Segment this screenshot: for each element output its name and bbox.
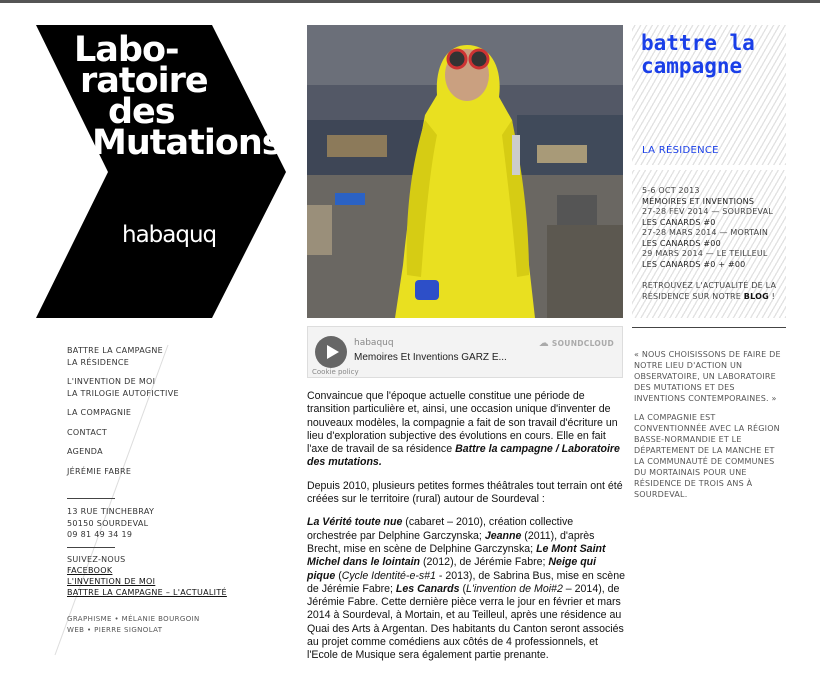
sidebar-quote: « NOUS CHOISISSONS DE FAIRE DE NOTRE LIEU D'ACTION UN OBSERVATOIRE, UN LABORATOIRE DES MUTATIONS ET DES INVENTIONS CONTEMPORAINES. » [634,350,781,403]
work-title: Le Mont Saint Michel dans le lointain [307,542,606,569]
address-phone: 09 81 49 34 19 [67,530,133,539]
nav-item-label: BATTRE LA CAMPAGNE [67,346,164,355]
work-title: Neige qui pique [307,556,597,582]
agenda-show-title: LES CANARDS #00 [642,238,721,248]
agenda-date: 5-6 OCT 2013 [642,186,700,195]
blog-notice-text: RETROUVEZ L'ACTUALITÉ DE LA RÉSIDENCE SUR NOTRE [642,281,777,301]
nav-item[interactable] [67,466,217,478]
logo-title-line: Labo- [74,30,179,70]
photo-illustration [307,25,623,318]
logo-subtitle: habaquq [122,222,217,248]
nav-item-label: LA RÉSIDENCE [67,357,130,367]
work-title: Les Canards [395,582,460,595]
history-paragraph: Depuis 2010, plusieurs petites formes théâtrales tout terrain ont été créées sur le territoire (rural) autour de Sourdeval : [307,479,623,506]
works-text: ( [459,582,466,595]
main-article [307,390,625,673]
player-track-title[interactable]: Memoires Et Inventions GARZ E... [354,352,507,363]
agenda-date: 27-28 MARS 2014 — MORTAIN [642,228,769,237]
agenda-show-title: LES CANARDS #0 + #00 [642,259,746,269]
nav-item-label: L'INVENTION DE MOI [67,377,156,386]
work-title: L'invention de Moi#2 [466,582,563,595]
logo-title-line: ratoire [80,61,208,101]
nav-item[interactable] [67,345,217,368]
soundcloud-label: SOUNDCLOUD [551,339,614,348]
work-title: La Vérité toute nue [307,516,403,529]
play-icon[interactable] [315,336,347,368]
follow-label: SUIVEZ-NOUS [67,555,126,564]
nav-divider [67,498,115,499]
nav-item-label: LA COMPAGNIE [67,408,132,417]
blog-notice [642,280,787,302]
battre-la-campagne-blog-link[interactable]: BATTRE LA CAMPAGNE – L'ACTUALITÉ [67,588,227,597]
nav-item[interactable] [67,376,217,399]
work-title: Cycle Identité-e-s#1 [341,569,436,582]
sidebar-title-line: battre la [641,31,755,55]
follow-links [67,554,227,598]
works-text: (cabaret – 2010), création collective orchestrée par Delphine Garczynska; [307,516,574,542]
main-nav [67,345,217,485]
soundcloud-logo[interactable] [539,338,614,349]
nav-item[interactable] [67,427,217,439]
contact-address [67,506,154,541]
blog-link[interactable]: BLOG [743,292,769,301]
nav-item[interactable] [67,407,217,419]
logo-title-line: Mutations [92,123,282,163]
agenda-dates [642,186,773,270]
agenda-show-title: LES CANARDS #0 [642,217,716,227]
address-divider [67,547,115,548]
logo-title-line: des [108,92,175,132]
blog-notice-end: ! [768,292,776,301]
nav-item[interactable] [67,446,217,458]
works-paragraph [307,516,625,662]
address-city: 50150 SOURDEVAL [67,518,149,528]
logo-title [74,30,282,163]
sidebar-quote-block [634,349,786,508]
works-text: ( [335,569,342,582]
agenda-show-title: MÉMOIRES ET INVENTIONS [642,196,755,206]
nav-item-label: AGENDA [67,447,103,456]
address-street: 13 RUE TINCHEBRAY [67,507,155,516]
credit-design: GRAPHISME • MÉLANIE BOURGOIN [67,615,200,623]
sidebar-title [641,32,791,78]
sidebar-about: LA COMPAGNIE EST CONVENTIONNÉE AVEC LA RÉGION BASSE-NORMANDIE ET LE DÉPARTEMENT DE LA MANCHE ET LA COMMUNAUTÉ DE COMMUNES DU MORTAINAIS POUR UNE RÉSIDENCE DE TROIS ANS À SOURDEVAL. [634,413,780,499]
works-text: - 2013), de Sabrina Bus, mise en scène de Jérémie Fabre; [307,569,625,595]
credits [67,614,200,635]
credit-web: WEB • PIERRE SIGNOLAT [67,625,163,634]
facebook-link[interactable]: FACEBOOK [67,566,113,575]
work-title: Jeanne [484,529,522,542]
works-text: (2011), d'après Brecht, mise en scène de Delphine Garczynska; [307,529,595,555]
player-artist[interactable]: habaquq [354,338,394,348]
site-logo[interactable] [36,25,286,320]
hero-photo [307,25,623,318]
nav-item-label: JÉRÉMIE FABRE [67,466,132,476]
residence-link[interactable]: LA RÉSIDENCE [642,145,719,156]
works-text: (2012), de Jérémie Fabre; [420,556,549,569]
nav-item-label: CONTACT [67,427,108,437]
sidebar-title-line: campagne [641,54,743,78]
intro-text: Convaincue que l'époque actuelle constitue une période de transition particulière et, ainsi, une occasion unique d'inventer de nouveaux modèles, la compagnie a fait de son travail d'écriture un lieu d'exploration subjective des évolutions en cours. Elle en fait l'axe de travail de sa résidence [307,390,618,456]
works-text: – 2014), de Jérémie Fabre. Cette dernière pièce verra le jour en février et mars 2014 à Sourdeval, à Mortain, et au Teilleul, après une résidence au Quai des Arts à Argentan. Des habitants du Canton seront associés au projet comme comédiens aux côtés de 4 professionnels, et l'Ecole de Musique sera également partie prenante. [307,582,624,662]
cloud-icon: ☁ [538,338,549,349]
soundcloud-player [307,326,623,378]
nav-item-label: LA TRILOGIE AUTOFICTIVE [67,388,179,398]
invention-de-moi-link[interactable]: L'INVENTION DE MOI [67,577,156,586]
intro-paragraph [307,390,625,470]
residence-title: Battre la campagne / Laboratoire des mutations. [307,443,620,469]
sidebar-divider [632,327,786,328]
agenda-date: 27-28 FEV 2014 — SOURDEVAL [642,207,774,216]
cookie-policy-link[interactable]: Cookie policy [312,368,359,376]
agenda-date: 29 MARS 2014 — LE TEILLEUL [642,249,768,258]
